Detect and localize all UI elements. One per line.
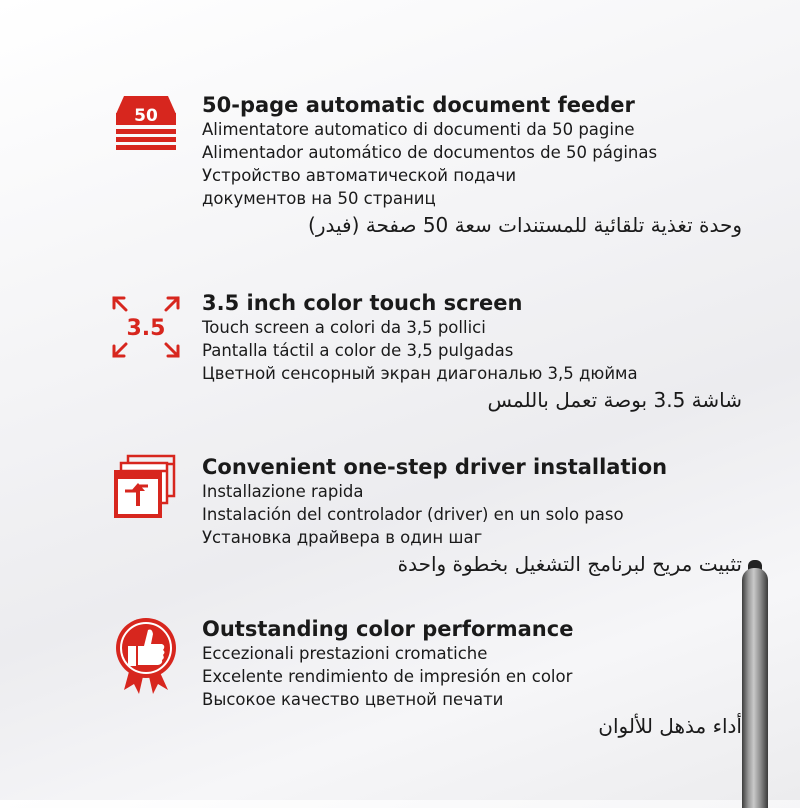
feature-line-es: Pantalla táctil a color de 3,5 pulgadas: [202, 341, 514, 360]
feature-line-it: Eccezionali prestazioni cromatiche: [202, 644, 488, 663]
adf-icon-label: 50: [134, 106, 158, 126]
document-stack-50-icon: [110, 94, 182, 166]
feature-line-ar: تثبيت مريح لبرنامج التشغيل بخطوة واحدة: [397, 552, 742, 576]
feature-line-ru: Высокое качество цветной печати: [202, 690, 504, 709]
feature-line-ru: Цветной сенсорный экран диагональю 3,5 дюйма: [202, 364, 638, 383]
feature-title: Convenient one-step driver installation: [202, 455, 668, 479]
feature-line-ru-cont: документов на 50 страниц: [202, 189, 436, 208]
screen-size-3-5-icon: [110, 294, 182, 366]
feature-line-ru: Установка драйвера в один шаг: [202, 528, 483, 547]
feature-title: 3.5 inch color touch screen: [202, 291, 523, 315]
feature-line-ru: Устройство автоматической подачи: [202, 166, 517, 185]
feature-title: 50-page automatic document feeder: [202, 93, 635, 117]
feature-line-es: Alimentador automático de documentos de 50 páginas: [202, 143, 658, 162]
feature-line-es: Excelente rendimiento de impresión en color: [202, 667, 573, 686]
feature-line-ar: وحدة تغذية تلقائية للمستندات سعة 50 صفحة (فيدر): [308, 213, 742, 237]
install-window-icon: [110, 454, 182, 526]
feature-line-ar: شاشة 3.5 بوصة تعمل باللمس: [487, 388, 742, 412]
touchscreen-icon-label: 3.5: [126, 316, 166, 341]
feature-line-it: Installazione rapida: [202, 482, 364, 501]
feature-line-ar: أداء مذهل للألوان: [598, 714, 742, 738]
thumbs-up-badge-icon: [110, 616, 182, 688]
feature-line-it: Touch screen a colori da 3,5 pollici: [202, 318, 486, 337]
feature-title: Outstanding color performance: [202, 617, 574, 641]
feature-line-it: Alimentatore automatico di documenti da 50 pagine: [202, 120, 635, 139]
device-edge: [742, 568, 768, 808]
feature-line-es: Instalación del controlador (driver) en un solo paso: [202, 505, 624, 524]
